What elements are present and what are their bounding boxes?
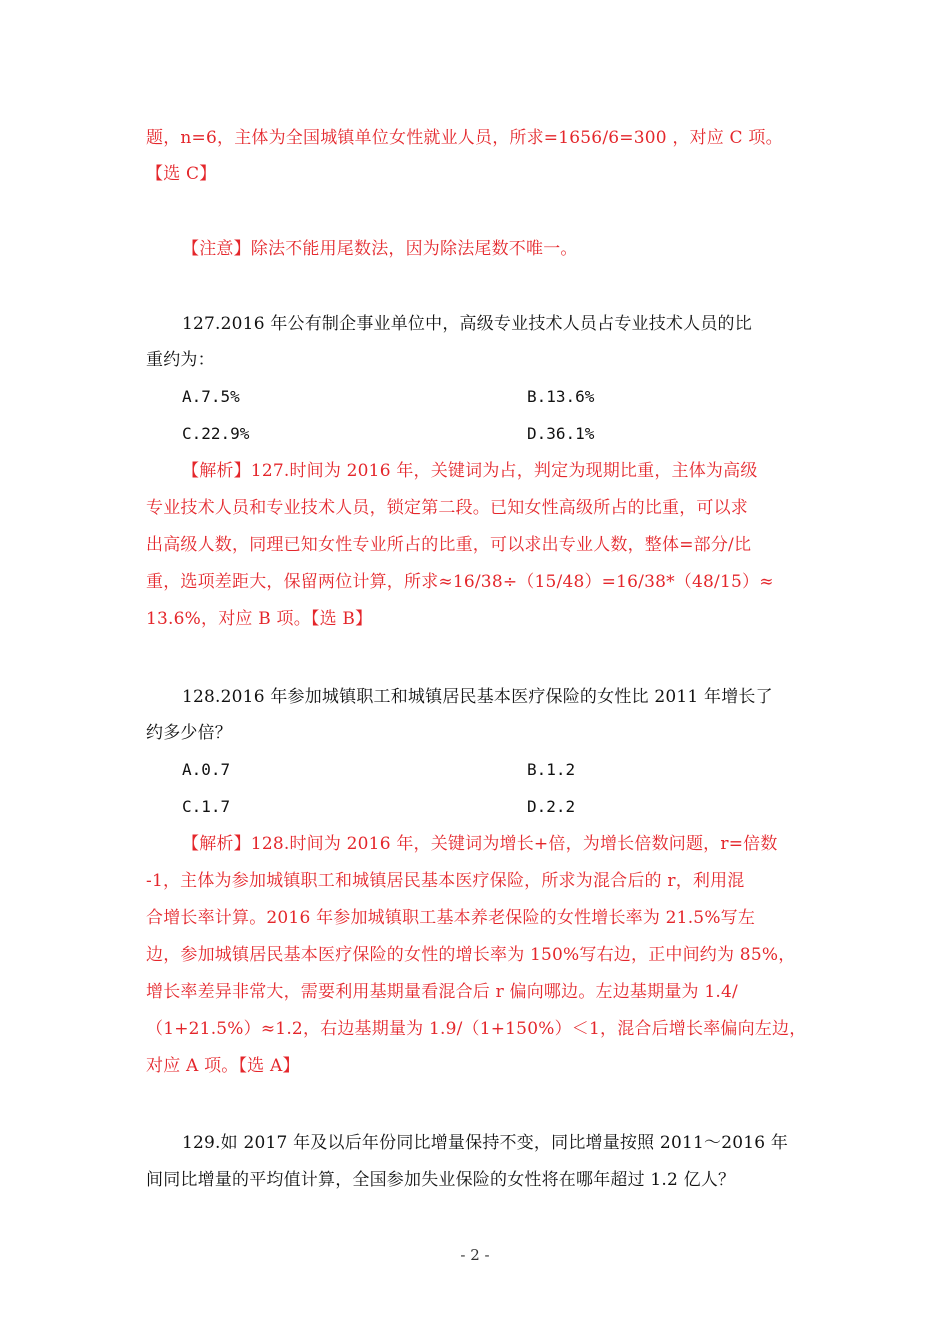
q127-analysis-line-5: 13.6%，对应 B 项。【选 B】 bbox=[146, 609, 373, 629]
q128-analysis-line-7: 对应 A 项。【选 A】 bbox=[146, 1056, 300, 1076]
q128-option-c: C.1.7 bbox=[182, 797, 231, 816]
q127-analysis-line-1: 【解析】127.时间为 2016 年，关键词为占，判定为现期比重，主体为高级 bbox=[182, 461, 758, 481]
intro-answer: 【选 C】 bbox=[146, 164, 217, 184]
q127-option-c: C.22.9% bbox=[182, 424, 250, 443]
q128-analysis-line-6: （1+21.5%）≈1.2，右边基期量为 1.9/（1+150%）＜1，混合后增长率偏向左边， bbox=[146, 1019, 807, 1039]
q128-analysis-line-3: 合增长率计算。2016 年参加城镇职工基本养老保险的女性增长率为 21.5%写左 bbox=[146, 908, 756, 928]
q128-option-b: B.1.2 bbox=[527, 760, 576, 779]
page-number: - 2 - bbox=[460, 1246, 490, 1264]
q127-option-d: D.36.1% bbox=[527, 424, 595, 443]
q127-analysis-line-4: 重，选项差距大，保留两位计算，所求≈16/38÷（15/48）=16/38*（48/15）≈ bbox=[146, 572, 774, 592]
q128-stem-line-2: 约多少倍？ bbox=[146, 723, 232, 743]
q127-analysis-line-2: 专业技术人员和专业技术人员，锁定第二段。已知女性高级所占的比重，可以求 bbox=[146, 498, 748, 518]
q127-stem-line-1: 127.2016 年公有制企事业单位中，高级专业技术人员占专业技术人员的比 bbox=[182, 314, 752, 334]
q128-option-a: A.0.7 bbox=[182, 760, 231, 779]
q128-analysis-line-1: 【解析】128.时间为 2016 年，关键词为增长+倍，为增长倍数问题，r=倍数 bbox=[182, 834, 778, 854]
q128-analysis-line-4: 边，参加城镇居民基本医疗保险的女性的增长率为 150%写右边，正中间约为 85%， bbox=[146, 945, 796, 965]
q129-stem-line-2: 间同比增量的平均值计算，全国参加失业保险的女性将在哪年超过 1.2 亿人？ bbox=[146, 1170, 736, 1190]
q127-option-a: A.7.5% bbox=[182, 387, 240, 406]
q128-option-d: D.2.2 bbox=[527, 797, 576, 816]
q127-analysis-line-3: 出高级人数，同理已知女性专业所占的比重，可以求出专业人数，整体=部分/比 bbox=[146, 535, 752, 555]
q128-analysis-line-2: -1，主体为参加城镇职工和城镇居民基本医疗保险，所求为混合后的 r，利用混 bbox=[146, 871, 745, 891]
intro-line-1: 题，n=6，主体为全国城镇单位女性就业人员，所求=1656/6=300 ，对应 C 项。 bbox=[146, 128, 783, 148]
q127-option-b: B.13.6% bbox=[527, 387, 595, 406]
q129-stem-line-1: 129.如 2017 年及以后年份同比增量保持不变，同比增量按照 2011～2016 年 bbox=[182, 1133, 789, 1153]
q127-stem-line-2: 重约为： bbox=[146, 350, 215, 370]
q128-stem-line-1: 128.2016 年参加城镇职工和城镇居民基本医疗保险的女性比 2011 年增长了 bbox=[182, 687, 773, 707]
q128-analysis-line-5: 增长率差异非常大，需要利用基期量看混合后 r 偏向哪边。左边基期量为 1.4/ bbox=[146, 982, 738, 1002]
intro-note: 【注意】除法不能用尾数法，因为除法尾数不唯一。 bbox=[182, 239, 578, 259]
